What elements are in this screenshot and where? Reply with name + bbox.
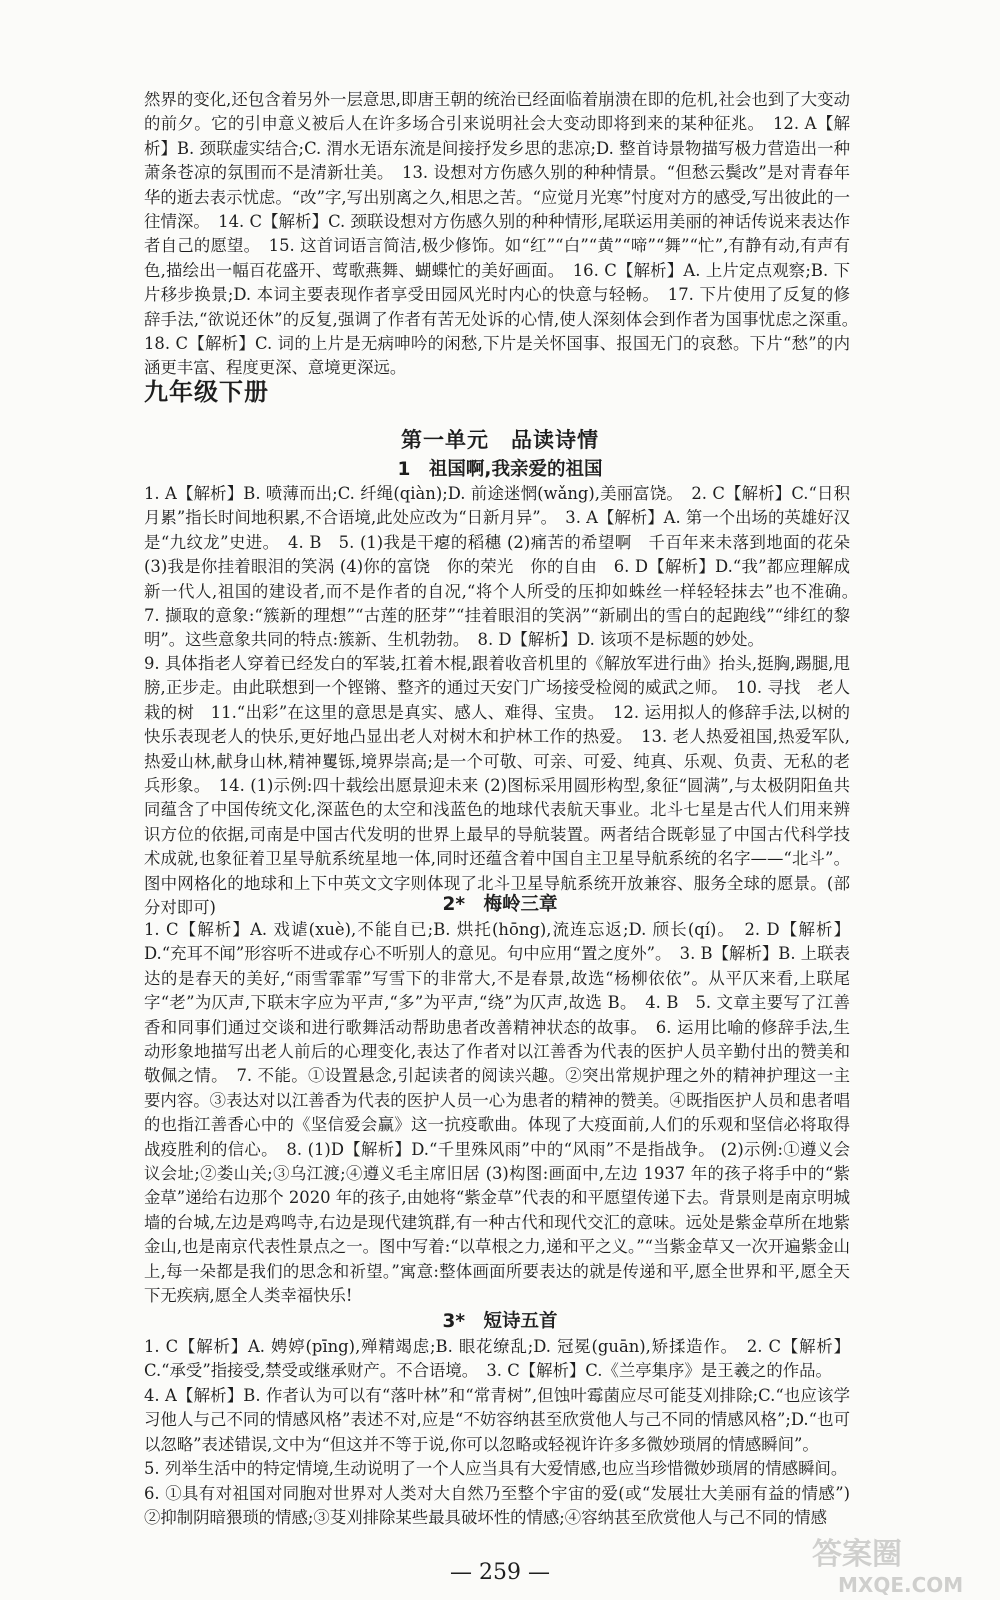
grade-section-title: 九年级下册: [144, 378, 269, 406]
lesson-3-answers-q5: 5. 列举生活中的特定情境,生动说明了一个人应当具有大爱情感,也应当珍惜微妙琐屑的情感瞬间。: [144, 1459, 848, 1478]
site-watermark-logo: [804, 1528, 994, 1598]
lesson-3-answers-q4: 4. A【解析】B. 作者认为可以有“落叶林”和“常青树”,但蚀叶霉菌应尽可能芟刈排除;C.“也应该学习他人与己不同的情感风格”表述不对,应是“不妨容纳甚至欣赏他人与己不同的情感风格”;D.“也可以忽略”表述错误,文中为“但这并不等于说,你可以忽略或轻视许许多多微妙琐屑的情感瞬间”。: [144, 1386, 850, 1454]
watermark-text: 答案圈: [812, 1537, 902, 1572]
watermark-url: MXQE.COM: [838, 1573, 964, 1597]
lesson-3-title: 3* 短诗五首: [442, 1311, 558, 1332]
lesson-3-answers-q6: 6. ①具有对祖国对同胞对世界对人类对大自然乃至整个宇宙的爱(或“发展壮大美丽有益的情感”) ②抑制阴暗猥琐的情感;③芟刈排除某些最具破坏性的情感;④容纳甚至欣赏他人与己不同的情感: [144, 1484, 850, 1528]
unit-title: 第一单元 品读诗情: [401, 428, 599, 452]
lesson-2-title: 2* 梅岭三章: [442, 894, 558, 915]
lesson-1-answers-continued: 9. 具体指老人穿着已经发白的军装,扛着木棍,跟着收音机里的《解放军进行曲》抬头,挺胸,踢腿,甩膀,正步走。由此联想到一个铿锵、整齐的通过天安门广场接受检阅的威武之师。 10. 寻找 老人栽的树 11.“出彩”在这里的意思是真实、感人、难得、宝贵。 12. 运用拟人的修辞手法,以树的快乐表现老人的快乐,更好地凸显出老人对树木和护林工作的热爱。 13. 老人热爱祖国,热爱军队,热爱山林,献身山林,精神矍铄,境界崇高;是一个可敬、可亲、可爱、纯真、乐观、负责、无私的老兵形象。 14. (1)示例:四十载绘出愿景迎未来 (2)图标采用圆形构型,象征“圆满”,与太极阴阳鱼共同蕴含了中国传统文化,深蓝色的太空和浅蓝色的地球代表航天事业。北斗七星是古代人们用来辨识方位的依据,司南是中国古代发明的世界上最早的导航装置。两者结合既彰显了中国古代科学技术成就,也象征着卫星导航系统星地一体,同时还蕴含着中国自主卫星导航系统的名字——“北斗”。图中网格化的地球和上下中英文文字则体现了北斗卫星导航系统开放兼容、服务全球的愿景。(部分对即可): [144, 654, 850, 918]
page-number: — 259 —: [450, 1560, 550, 1585]
lesson-3-answers: 1. C【解析】A. 娉婷(pīng),殚精竭虑;B. 眼花缭乱;D. 冠冕(guān),矫揉造作。 2. C【解析】C.“承受”指接受,禁受或继承财产。不合语境。 3. C【解析】C.《兰亭集序》是王羲之的作品。: [144, 1337, 850, 1381]
lesson-1-answers: 1. A【解析】B. 喷薄而出;C. 纤绳(qiàn);D. 前途迷惘(wǎng),美丽富饶。 2. C【解析】C.“日积月累”指长时间地积累,不合语境,此处应改为“日新月异”。 3. A【解析】A. 第一个出场的英雄好汉是“九纹龙”史进。 4. B 5. (1)我是干瘪的稻穗 (2)痛苦的希望啊 千百年来未落到地面的花朵 (3)我是你挂着眼泪的笑涡 (4)你的富饶 你的荣光 你的自由 6. D【解析】D.“我”都应理解成新一代人,祖国的建设者,而不是作者的自况,“将个人所受的压抑如蛛丝一样轻轻抹去”也不准确。 7. 撷取的意象:“簇新的理想”“古莲的胚芽”“挂着眼泪的笑涡”“新刷出的雪白的起跑线”“绯红的黎明”。这些意象共同的特点:簇新、生机勃勃。 8. D【解析】D. 该项不是标题的妙处。: [144, 484, 867, 650]
lesson-1-title: 1 祖国啊,我亲爱的祖国: [397, 459, 603, 480]
previous-answers-block: 然界的变化,还包含着另外一层意思,即唐王朝的统治已经面临着崩溃在即的危机,社会也到了大变动的前夕。它的引申意义被后人在许多场合引来说明社会大变动即将到来的某种征兆。 12. A【解析】B. 颈联虚实结合;C. 渭水无语东流是间接抒发乡思的悲凉;D. 整首诗景物描写极力营造出一种萧条苍凉的氛围而不是清新壮美。 13. 设想对方伤感久别的种种情景。“但愁云鬓改”是对青春年华的逝去表示忧虑。“改”字,写出别离之久,相思之苦。“应觉月光寒”忖度对方的感受,写出彼此的一往情深。 14. C【解析】C. 颈联设想对方伤感久别的种种情形,尾联运用美丽的神话传说来表达作者自己的愿望。 15. 这首词语言简洁,极少修饰。如“红”“白”“黄”“啼”“舞”“忙”,有静有动,有声有色,描绘出一幅百花盛开、莺歌燕舞、蝴蝶忙的美好画面。 16. C【解析】A. 上片定点观察;B. 下片移步换景;D. 本词主要表现作者享受田园风光时内心的快意与轻畅。 17. 下片使用了反复的修辞手法,“欲说还休”的反复,强调了作者有苦无处诉的心情,使人深刻体会到作者为国事忧虑之深重。 18. C【解析】C. 词的上片是无病呻吟的闲愁,下片是关怀国事、报国无门的哀愁。下片“愁”的内涵更丰富、程度更深、意境更深远。: [144, 90, 867, 378]
lesson-2-answers: 1. C【解析】A. 戏谑(xuè),不能自已;B. 烘托(hōng),流连忘返;D. 颀长(qí)。 2. D【解析】D.“充耳不闻”形容听不进或存心不听别人的意见。句中应用“置之度外”。 3. B【解析】B. 上联表达的是春天的美好,“雨雪霏霏”写雪下的非常大,不是春景,故选“杨柳依依”。从平仄来看,上联尾字“老”为仄声,下联末字应为平声,“多”为平声,“绕”为仄声,故选 B。 4. B 5. 文章主要写了江善香和同事们通过交谈和进行歌舞活动帮助患者改善精神状态的故事。 6. 运用比喻的修辞手法,生动形象地描写出老人前后的心理变化,表达了作者对以江善香为代表的医护人员辛勤付出的赞美和敬佩之情。 7. 不能。①设置悬念,引起读者的阅读兴趣。②突出常规护理之外的精神护理这一主要内容。③表达对以江善香为代表的医护人员一心为患者的精神的赞美。④既指医护人员和患者唱的也指江善香心中的《坚信爱会赢》这一抗疫歌曲。体现了大疫面前,人们的乐观和坚信必将取得战疫胜利的信心。 8. (1)D【解析】D.“千里殊风雨”中的“风雨”不是指战争。 (2)示例:①遵义会议会址;②娄山关;③乌江渡;④遵义毛主席旧居 (3)构图:画面中,左边 1937 年的孩子将手中的“紫金草”递给右边那个 2020 年的孩子,由她将“紫金草”代表的和平愿望传递下去。背景则是南京明城墙的台城,左边是鸡鸣寺,右边是现代建筑群,有一种古代和现代交汇的意味。远处是紫金草所在地紫金山,也是南京代表性景点之一。图中写着:“以草根之力,递和平之义。”“当紫金草又一次开遍紫金山上,每一朵都是我们的思念和祈望。”寓意:整体画面所要表达的就是传递和平,愿全世界和平,愿全天下无疾病,愿全人类幸福快乐!: [144, 920, 850, 1306]
